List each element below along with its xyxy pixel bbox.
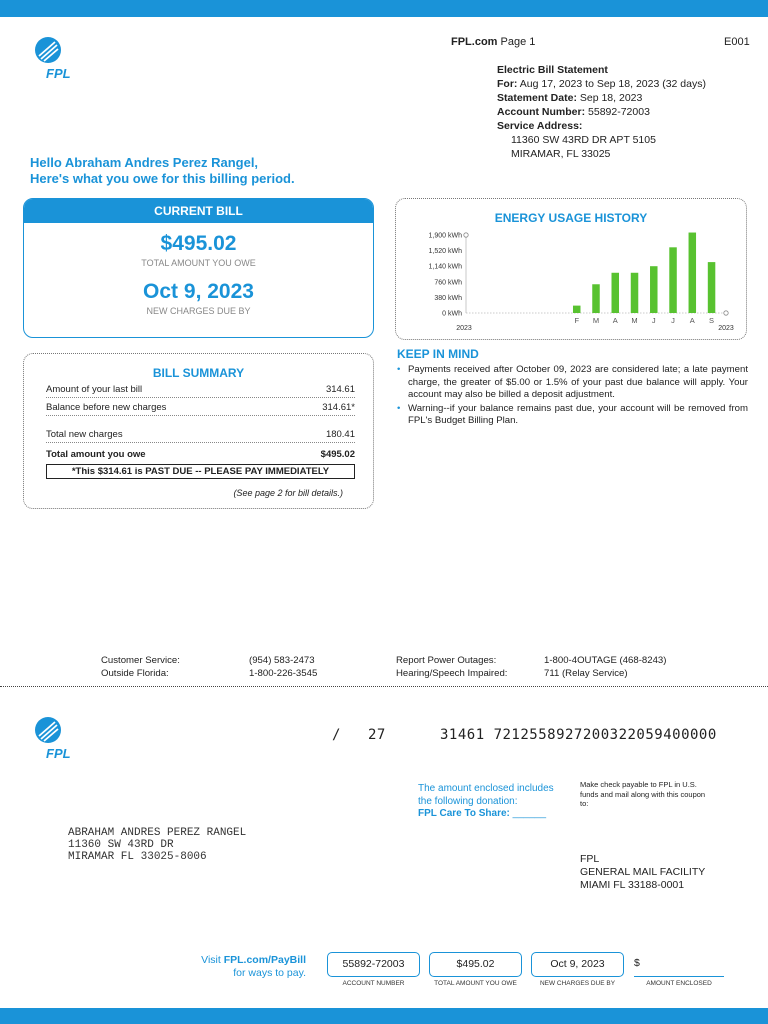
summary-row-label: Total new charges [46,429,123,440]
keep-in-mind-item: • Warning--if your balance remains past due, your account will be removed from FPL's Budget Billing Plan. [396,403,748,428]
donation-blank: ______ [512,808,547,819]
usage-bar [592,284,600,313]
current-bill-panel [23,198,374,338]
chart-title: ENERGY USAGE HISTORY [494,211,648,225]
x-tick-label: J [671,316,675,325]
x-tick-label: J [651,316,656,325]
bottom-banner [0,1008,768,1024]
x-tick-label: M [631,316,638,325]
summary-row-value: $495.02 [320,449,355,460]
keep-in-mind-item: • Payments received after October 09, 2023 are considered late; a late payment charge, the greater of $5.00 or 1.5% of your past due balance will apply. Your account may also be billed a deposit adjustment. [396,364,748,402]
x-tick-label: A [612,316,618,325]
ocr-scanline: 31461 7212558927200322059400000 [440,727,717,743]
site-name: FPL.com [451,36,498,48]
amount-enclosed-label: AMOUNT ENCLOSED [646,980,712,987]
past-due-notice: *This $314.61 is PAST DUE -- PLEASE PAY IMMEDIATELY [46,464,355,479]
summary-row-label: Total amount you owe [46,449,146,460]
start-year-label: 2023 [456,325,472,332]
donation-line2: the following donation: [418,795,518,807]
service-address-line1: 11360 SW 43RD DR APT 5105 [511,134,656,146]
customer-line2: 11360 SW 43RD DR [68,839,174,851]
fpl-logo-icon [26,714,82,770]
contact-phones-right [544,654,666,680]
tear-line [0,686,768,687]
usage-bar [612,273,620,313]
summary-row-label: Amount of your last bill [46,384,143,395]
due-date-label: NEW CHARGES DUE BY [146,306,251,316]
customer-line1: ABRAHAM ANDRES PEREZ RANGEL [68,827,247,839]
total-amount: $495.02 [160,232,237,255]
axis-end-marker [724,311,728,315]
y-tick-label: 1,520 kWh [428,248,462,256]
energy-usage-panel [395,198,747,340]
pay-online-note [200,954,306,980]
top-banner [0,0,768,17]
payee-address [580,853,705,892]
axis-end-marker [464,233,468,237]
payee-line3: MIAMI FL 33188-0001 [580,879,685,891]
customer-line3: MIRAMAR FL 33025-8006 [68,851,207,863]
paybill-link[interactable]: FPL.com/PayBill [223,954,306,966]
hearing-impaired-label: Hearing/Speech Impaired: [396,668,508,679]
x-tick-label: S [709,316,715,325]
coupon-due-box: Oct 9, 2023 [531,952,624,977]
energy-usage-chart [396,199,748,341]
outage-label: Report Power Outages: [396,655,497,666]
outside-florida-phone: 1-800-226-3545 [249,668,318,679]
statement-title: Electric Bill Statement [497,64,608,76]
amount-enclosed-field[interactable]: $ [634,952,724,977]
summary-row [46,384,355,398]
coupon-total-label: TOTAL AMOUNT YOU OWE [434,980,517,987]
usage-bar [631,273,639,313]
outage-phone: 1-800-4OUTAGE (468-8243) [544,655,667,666]
summary-total-row [46,449,355,460]
donation-line1: The amount enclosed includes [418,783,554,794]
y-tick-label: 1,140 kWh [428,263,462,271]
payee-line2: GENERAL MAIL FACILITY [580,866,706,878]
keep-in-mind-title: KEEP IN MIND [397,347,479,361]
page-header [451,36,535,48]
statement-date-label: Statement Date: [497,92,577,104]
summary-row-value: 314.61 [325,384,355,395]
x-tick-label: F [574,316,580,325]
service-address-line2: MIRAMAR, FL 33025 [511,148,611,160]
customer-service-label: Customer Service: [101,655,180,666]
service-address-label: Service Address: [497,120,583,132]
current-bill-title: CURRENT BILL [24,199,373,223]
keep-in-mind-list [396,364,748,429]
usage-bar [669,247,677,313]
statement-date: Sep 18, 2023 [579,92,643,104]
logo-text: FPL [46,746,71,761]
hearing-impaired-phone: 711 (Relay Service) [544,668,628,679]
usage-bar [650,266,658,313]
summary-row [46,402,355,416]
y-tick-label: 380 kWh [434,294,462,302]
x-tick-label: A [689,316,695,325]
x-tick-label: M [592,316,600,325]
billing-period: Aug 17, 2023 to Sep 18, 2023 (32 days) [519,78,706,90]
y-tick-label: 0 kWh [442,310,462,318]
coupon-slash: / [332,727,341,743]
payable-note: Make check payable to FPL in U.S. funds and mail along with this coupon to: [580,780,706,808]
bill-summary-panel [23,353,374,509]
account-number: 55892-72003 [588,106,650,118]
summary-row [46,429,355,443]
customer-service-phone: (954) 583-2473 [249,655,315,666]
y-tick-label: 760 kWh [434,279,462,287]
coupon-account-box: 55892-72003 [327,952,420,977]
y-tick-label: 1,900 kWh [428,232,462,240]
contact-labels-left [101,654,180,680]
bill-summary-title: BILL SUMMARY [152,366,245,380]
donation-label: FPL Care To Share: [418,808,510,819]
greeting-line1: Hello Abraham Andres Perez Rangel, [30,155,259,170]
payee-line1: FPL [580,853,600,865]
period-label: For: [497,78,518,90]
summary-row-value: 314.61* [322,402,355,413]
page-number: Page 1 [500,36,536,48]
donation-note [418,783,554,821]
bill-details-note: (See page 2 for bill details.) [233,488,343,498]
customer-mailing-address [68,827,246,863]
outside-florida-label: Outside Florida: [101,668,169,679]
coupon-fpl-logo [26,714,82,775]
greeting [30,155,295,187]
due-date: Oct 9, 2023 [143,280,254,303]
visit-prefix: Visit [201,954,221,966]
coupon-number: 27 [368,727,386,743]
coupon-account-label: ACCOUNT NUMBER [342,980,405,987]
account-info [497,63,706,161]
greeting-line2: Here's what you owe for this billing period. [30,171,295,186]
form-code: E001 [724,36,750,48]
account-number-label: Account Number: [497,106,586,118]
summary-row-value: 180.41 [325,429,355,440]
fpl-logo-icon [26,34,82,90]
summary-row-label: Balance before new charges [46,402,167,413]
contact-phones-left [249,654,317,680]
coupon-total-box: $495.02 [429,952,522,977]
coupon-due-label: NEW CHARGES DUE BY [539,980,616,987]
usage-bar [573,306,581,313]
fpl-logo [26,34,82,95]
visit-suffix: for ways to pay. [233,967,306,979]
contact-labels-right [396,654,507,680]
usage-bar [689,233,697,313]
logo-text: FPL [46,66,71,81]
end-year-label: 2023 [718,325,734,332]
usage-bar [708,262,716,313]
total-amount-label: TOTAL AMOUNT YOU OWE [141,258,256,268]
